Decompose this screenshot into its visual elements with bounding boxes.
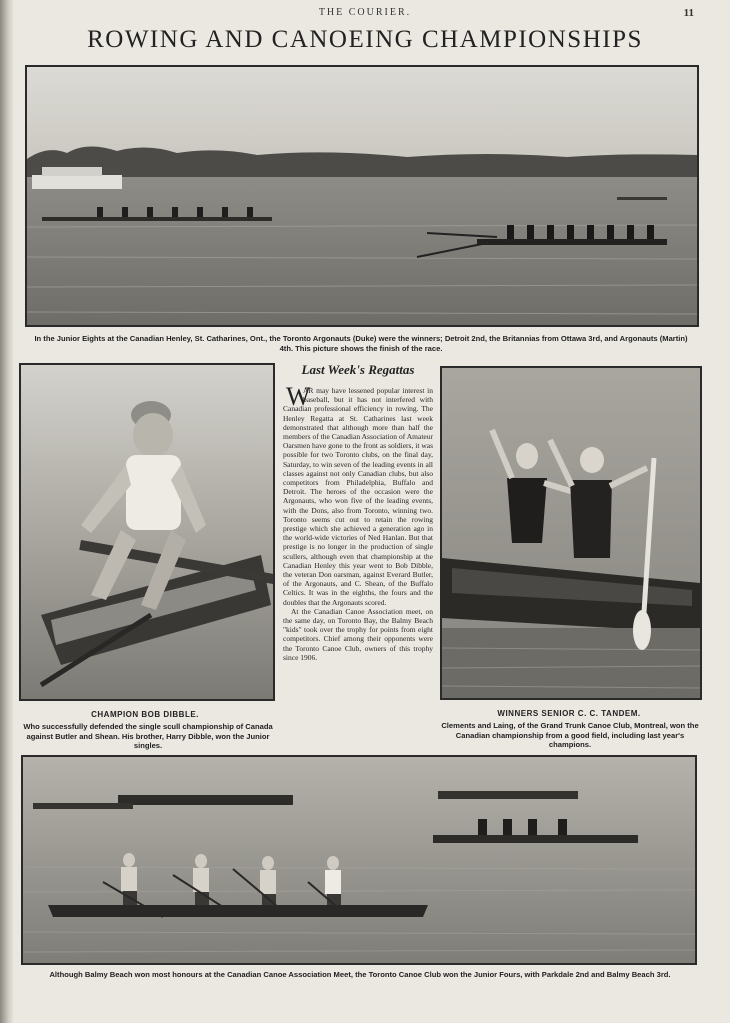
- left-photo-title: CHAMPION BOB DIBBLE.: [91, 710, 199, 719]
- page-spine-shadow: [0, 0, 14, 1023]
- right-photo-title: WINNERS SENIOR C. C. TANDEM.: [497, 709, 641, 718]
- left-photo-caption: Who successfully defended the single scull championship of Canada against Butler and Shean. His brother, Harry Dibble, won the Junior singles.: [23, 722, 273, 750]
- page-number: 11: [683, 7, 694, 19]
- page-headline: ROWING AND CANOEING CHAMPIONSHIPS: [87, 26, 643, 53]
- junior-eights-photo: [25, 65, 699, 327]
- top-photo-caption: In the Junior Eights at the Canadian Henley, St. Catharines, Ont., the Toronto Argonauts (Duke) were the winners; Detroit 2nd, the Britannias from Ottawa 3rd, and Argonauts (Martin) 4th. This picture shows the finish of the race.: [34, 334, 688, 353]
- right-photo-caption: Clements and Laing, of the Grand Trunk Canoe Club, Montreal, won the Canadian championship from a good field, including last year's champions.: [441, 721, 699, 749]
- masthead: THE COURIER.: [318, 7, 412, 18]
- bob-dibble-photo: [19, 363, 275, 701]
- article-paragraph: AR may have lessened popular interest in baseball, but it has not interfered with Canadian professional efficiency in rowing. The Henley Regatta at St. Catharines last week demonstrated that although more than half the members of the Canadian Association of Amateur Oarsmen have gone to the front as soldiers, it was possible for two Toronto clubs, on the final day, Saturday, to win seven of the leading events in all classes against not only Canadian clubs, but also competitors from Philadelphia, Buffalo and Detroit. The heroes of the occasion were the Argonauts, who won five of the leading events, with the Dons, also from Toronto, winning two. Toronto seems cut out to retain the rowing prestige which she achieved a generation ago in the world-wide victories of Ned Hanlan. But that prestige is no longer in the production of single scullers, although even that championship at the Canadian Henley this year went to Bob Dibble, the veteran Don oarsman, against Everard Butler, of the Argonauts, and C. Shean, of the Buffalo Celtics. It was in the eighths, the fours and the doubles that the Argonauts scored.: [283, 386, 433, 607]
- article-paragraph: At the Canadian Canoe Association meet, on the same day, on Toronto Bay, the Balmy Beach "kids" took over the trophy for points from eight competitors. Chief among their opponents were the Toronto Canoe Club, owners of this trophy since 1906.: [283, 606, 433, 662]
- article-body: [283, 382, 433, 662]
- article-title: Last Week's Regattas: [301, 362, 415, 377]
- canoe-fours-photo: [21, 755, 697, 965]
- tandem-canoe-photo: [440, 366, 702, 700]
- bottom-photo-caption: Although Balmy Beach won most honours at the Canadian Canoe Association Meet, the Toronto Canoe Club won the Junior Fours, with Parkdale 2nd and Balmy Beach 3rd.: [49, 970, 671, 979]
- article-dropcap: W: [286, 382, 311, 411]
